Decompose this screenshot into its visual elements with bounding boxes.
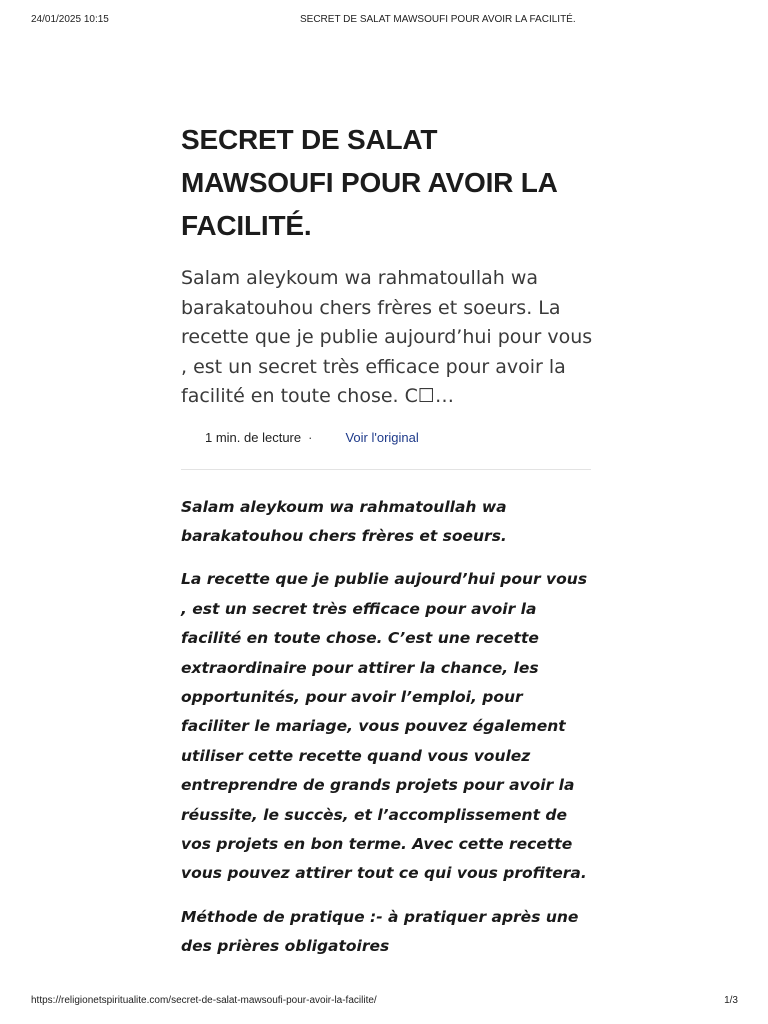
print-header — [0, 14, 768, 30]
print-footer — [0, 995, 768, 1011]
read-time: 1 min. de lecture — [205, 430, 302, 445]
paragraph-greeting: Salam aleykoum wa rahmatoullah wa barakatouhou chers frères et soeurs. — [181, 497, 507, 545]
view-original-link[interactable]: Voir l'original — [345, 430, 419, 445]
page-number: 1/3 — [724, 995, 738, 1006]
print-date: 24/01/2025 10:15 — [31, 14, 109, 25]
article-meta — [181, 424, 593, 452]
article-excerpt: Salam aleykoum wa rahmatoullah wa barakatouhou chers frères et soeurs. La recette que je publie aujourd’hui pour vous , est un secret très efficace pour avoir la facilité en toute chose. C☐… — [181, 267, 593, 407]
paragraph-method: Méthode de pratique :- à pratiquer après une des prières obligatoires — [181, 907, 579, 956]
paragraph-recipe: La recette que je publie aujourd’hui pour vous , est un secret très efficace pour avoir la facilité en toute chose. C’est une recette extraordinaire pour attirer la chance, les opportunités, pour avoir l’emploi, pour faciliter le mariage, vous pouvez également utiliser cette recette quand vous voulez entreprendre de grands projets pour avoir la réussite, le succès, et l’accomplissement de vos projets en bon terme. Avec cette recette vous pouvez attirer tout ce qui vous profitera. — [181, 570, 588, 883]
divider — [181, 469, 591, 470]
page-url: https://religionetspiritualite.com/secret-de-salat-mawsoufi-pour-avoir-la-facilite/ — [31, 995, 377, 1006]
meta-separator: · — [308, 430, 313, 445]
article-title: SECRET DE SALAT MAWSOUFI POUR AVOIR LA FACILITÉ. — [181, 124, 557, 241]
article-body — [181, 493, 593, 962]
article — [181, 118, 593, 976]
print-page-title: SECRET DE SALAT MAWSOUFI POUR AVOIR LA FACILITÉ. — [300, 14, 576, 25]
